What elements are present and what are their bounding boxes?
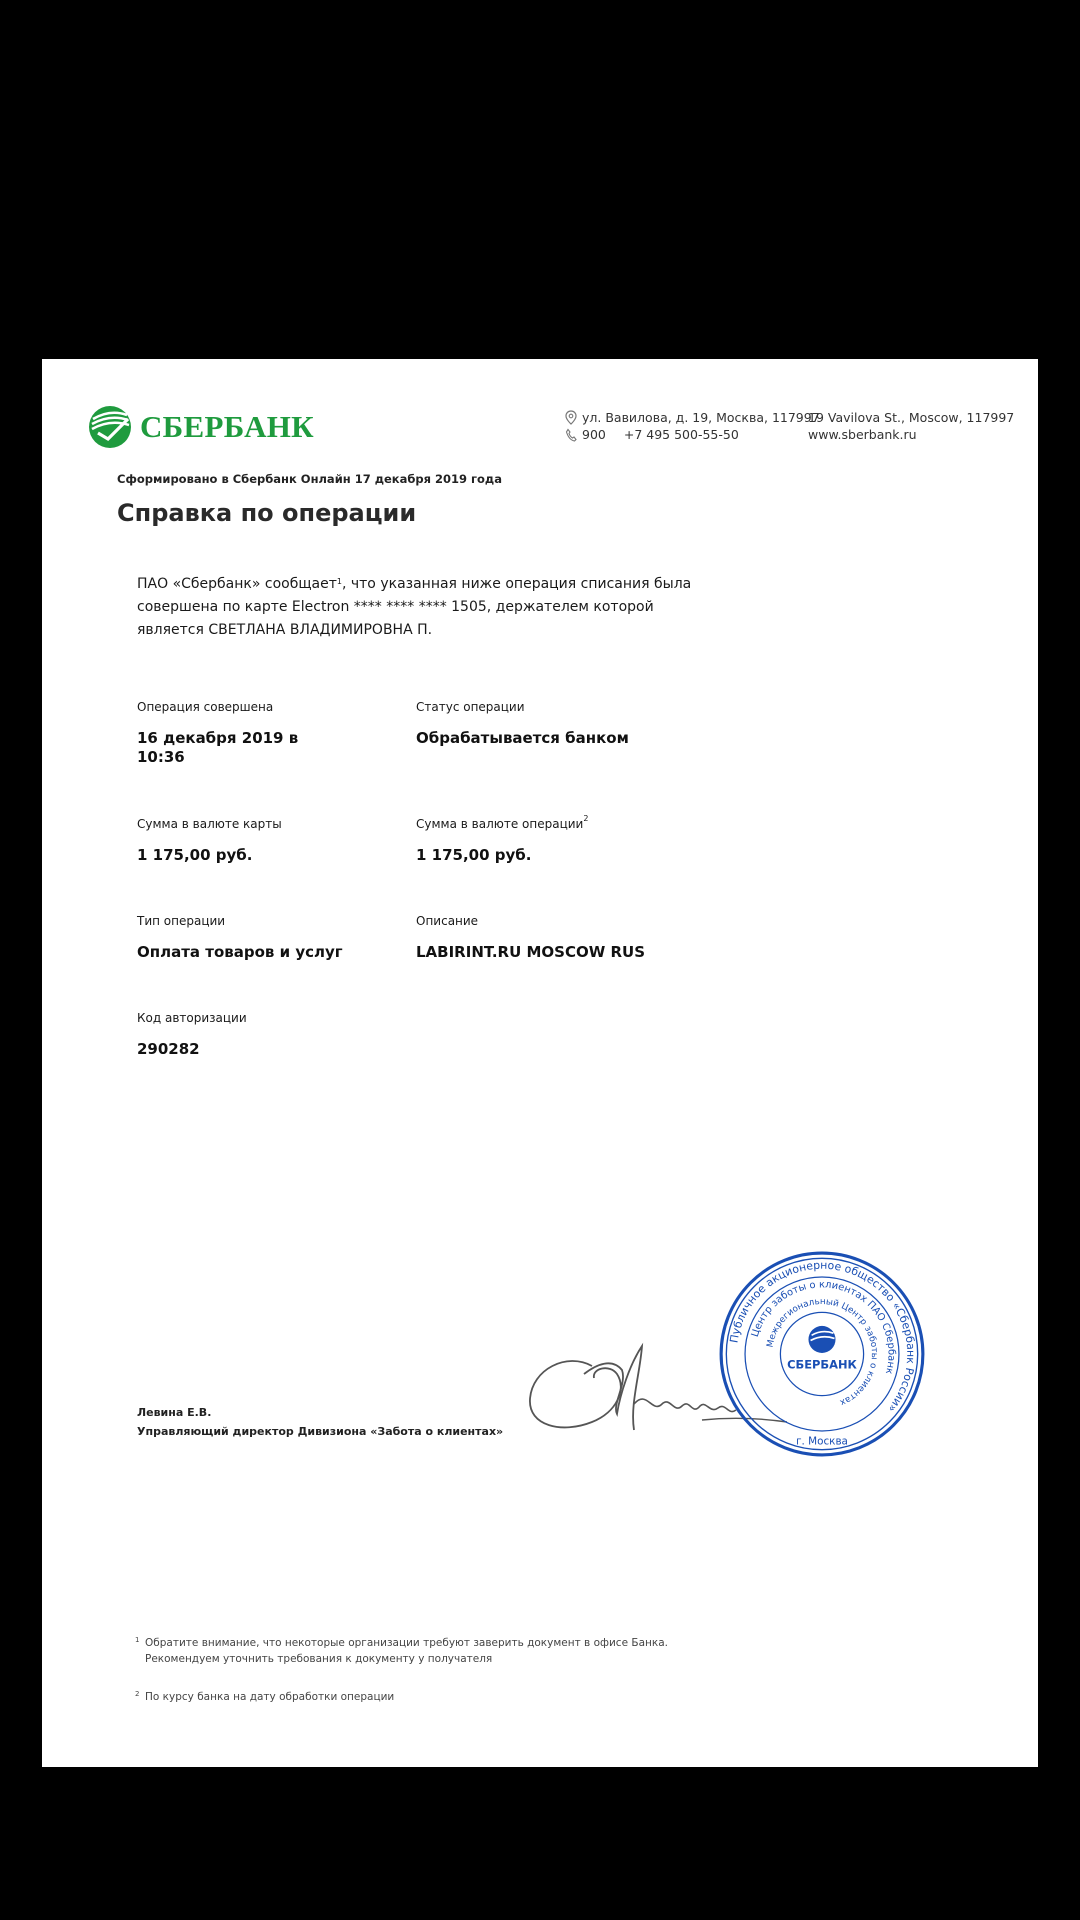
card-amount-label: Сумма в валюте карты [137,817,282,831]
op-amount-label [416,814,589,831]
formed-line: Сформировано в Сбербанк Онлайн 17 декабря 2019 года [117,472,502,486]
operation-date-label: Операция совершена [137,700,274,714]
stamp-logo-text: СБЕРБАНК [787,1357,857,1372]
location-pin-icon [564,410,578,425]
footnote-1-text: Обратите внимание, что некоторые организации требуют заверить документ в офисе Банка. Рекомендуем уточнить требования к документу у получателя [145,1637,668,1665]
address-block-ru [564,409,820,443]
description-label: Описание [416,914,479,928]
address-ru: ул. Вавилова, д. 19, Москва, 117997 [582,410,820,425]
auth-code-label: Код авторизации [137,1011,247,1025]
page-title: Справка по операции [117,499,417,527]
footnote-2-num: 2 [135,1690,140,1698]
status-label: Статус операции [416,700,525,714]
signer-block [137,1403,503,1441]
op-amount-value: 1 175,00 руб. [416,846,532,864]
operation-type-label: Тип операции [137,914,226,928]
auth-code-value: 290282 [137,1040,200,1058]
stamp-middle-text: Центр заботы о клиентах ПАО Сбербанк [749,1279,897,1376]
stamp-city: г. Москва [796,1435,848,1448]
operation-date-value: 16 декабря 2019 в 10:36 [137,729,299,766]
footnote-2 [135,1689,725,1705]
intro-text-2: , что указанная ниже операция списания была совершена по карте Electron **** **** **** 1505, держателем которой является СВЕТЛАНА ВЛАДИМИРОВНА П. [137,576,692,638]
signer-position: Управляющий директор Дивизиона «Забота о клиентах» [137,1425,504,1438]
footnote-1 [135,1635,725,1667]
op-amount-footnote-mark: 2 [583,814,589,823]
phone-short: 900 [582,427,606,442]
footnote-1-num: 1 [135,1636,140,1644]
website-link[interactable]: www.sberbank.ru [808,427,917,442]
sberbank-leaf-icon [88,405,132,449]
document-sheet [42,359,1038,1767]
operation-type-value: Оплата товаров и услуг [137,943,343,961]
phone-long: +7 495 500-55-50 [623,427,739,442]
address-block-en [808,409,1014,443]
signer-name: Левина Е.В. [137,1406,212,1419]
company-stamp [718,1250,926,1458]
address-en: 19 Vavilova St., Moscow, 117997 [808,410,1015,425]
card-amount-value: 1 175,00 руб. [137,846,253,864]
intro-footnote-mark: 1 [336,577,342,586]
bank-name: СБЕРБАНК [140,409,314,444]
op-amount-label-text: Сумма в валюте операции [416,817,584,831]
stamp-inner-text: Межрегиональный Центр заботы о клиентах [765,1297,880,1408]
phone-icon [564,428,578,442]
sberbank-logo [88,405,314,449]
intro-text-1: ПАО «Сбербанк» сообщает [137,576,337,592]
footnote-2-text: По курсу банка на дату обработки операции [145,1691,395,1703]
description-value: LABIRINT.RU MOSCOW RUS [416,943,646,961]
status-value: Обрабатывается банком [416,729,629,747]
intro-paragraph [137,573,697,642]
stamp-outer-text: Публичное акционерное общество «Сбербанк России» [727,1258,918,1415]
